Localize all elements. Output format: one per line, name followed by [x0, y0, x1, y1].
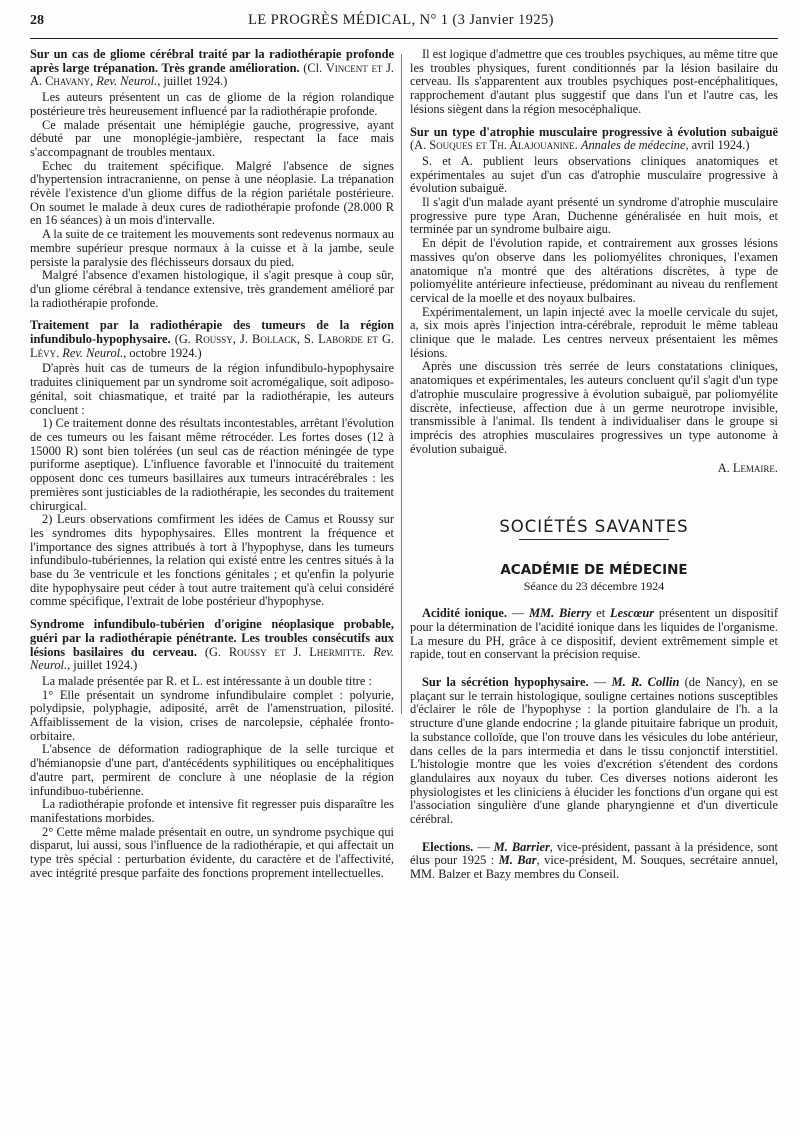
paragraph: D'après huit cas de tumeurs de la région infundibulo-hypophysaire traduites cliniquement par un syndrome soit acromégalique, soit adiposo-génital, soit chiasmatique, et traité par la radiothérapie, les auteurs concluent : [30, 361, 394, 417]
paragraph: La radiothérapie profonde et intensive fit regresser puis disparaître les manifestations morbides. [30, 797, 394, 825]
column-divider [401, 54, 402, 714]
paragraph: Echec du traitement spécifique. Malgré l'absence de signes d'hypertension intracranienne, on pense à une néoplasie. La trépanation révèle l'existence d'un gliome diffus de la région pariétale postérieure. On soumet le malade à deux cures de radiothérapie profonde (28.000 R en 16 séances) à un mois d'intervalle. [30, 158, 394, 228]
academy-title: ACADÉMIE DE MÉDECINE [500, 561, 688, 578]
paragraph: S. et A. publient leurs observations cliniques anatomiques et expérimentales au sujet d'un cas d'atrophie musculaire progressive à évolution subaiguë. [410, 153, 778, 196]
paragraph: 1) Ce traitement donne des résultats incontestables, arrêtant l'évolution de ces tumeurs ou les faisant même rétrocéder. Les fortes doses (12 à 15000 R) sont bien tolérées (un seul cas de réaction méningée de type puriforme aseptique). L'influence favorable et l'innocuité du traitement opposent donc ces tumeurs basillaires aux tumeurs intracérébrales : les premières sont justiciables de la radiothérapie, les secondes du traitement chirurgical. [30, 416, 394, 513]
review-authors: Souques et Th. Alajouanine [429, 138, 575, 153]
right-column [410, 48, 778, 1110]
signature: A. Lemaire. [717, 461, 778, 476]
paragraph: 2) Leurs observations comfirment les idées de Camus et Roussy sur les syndromes dits hypophysaires. Elles montrent la fréquence et l'importance des signes attribués à tort à l'hypophyse, dans les tumeurs infundibulo-tubériennes, la relation qui existé entre les centres situés à la base du 3e ventricule et les fonctions génitales ; et qu'enfin la polyurie dite hypophysaire peut céder à tout autre traitement qu'à celui considéré comme spécifique, l'extrait de lobe postérieur d'hypophyse. [30, 512, 394, 609]
paragraph-continued: Il est logique d'admettre que ces troubles psychiques, au même titre que les troubles physiques, furent conditionnés par la lésion basilaire du cerveau. Ils s'apparentent aux troubles psychiques post-encéphalitiques, rapprochement d'autant plus suggestif que dans l'un et l'autre cas, les lésions siègent dans la région mesocéphalique. [410, 48, 778, 116]
paragraph: A la suite de ce traitement les mouvements sont redevenus normaux au membre supérieur presque normaux à la cuisse et à la jambe, seule persiste la paralysie des fléchisseurs dorsaux du pied. [30, 227, 394, 269]
review-title: Traitement par la radiothérapie des tumeurs de la région infundibulo-hypophysaire. (G. Roussy, J. Bollack, S. Laborde et G. Lévy. Rev. Neurol., octobre 1924.) [30, 318, 394, 360]
review-syndrome-infundibulo [30, 618, 394, 880]
review-journal: Rev. Neurol. [62, 345, 124, 360]
page-header [30, 12, 778, 39]
session-date: Séance du 23 décembre 1924 [523, 578, 665, 593]
review-authors: Roussy et J. Lhermitte [228, 644, 363, 659]
review-authors: Vincent et J. A. Chavany [30, 60, 394, 89]
paragraph: En dépit de l'évolution rapide, et contrairement aux grosses lésions massives qu'on observe dans les poliomyélites chroniques, l'examen anatomique n'a montré que des altérations discrètes, à type de poliomyélite antérieure infectieuse, prédominant au niveau du renflement cervical de la moelle et des noyaux bulbaires. [410, 236, 778, 305]
review-authors: Roussy, J. Bollack, S. Laborde et G. Lévy [30, 332, 394, 360]
paragraph: Après une discussion très serrée de leurs constatations cliniques, anatomiques et expérimentales, les auteurs concluent qu'il s'agit d'un type d'atrophie musculaire progressive à évolution subaiguë, par poliomyélite discrète, infectieuse, affection due à un germe neurotrope invisible, transmissible à l'animal. Ils tendent à individualiser dans le groupe si imprécis des atrophies musculaires progressives un type autonome à évolution subaiguë. [410, 359, 778, 456]
review-journal: Rev. Neurol. [30, 644, 394, 673]
review-journal: Annales de médecine [580, 138, 686, 153]
review-atrophie [410, 126, 778, 477]
review-journal: Rev. Neurol. [96, 74, 158, 89]
review-title: Sur un cas de gliome cérébral traité par la radiothérapie profonde après large trépanation. Très grande amélioration. (Cl. Vincent et J. A. Chavany, Rev. Neurol., juillet 1924.) [30, 48, 394, 89]
review-title: Syndrome infundibulo-tubérien d'origine néoplasique probable, guéri par la radiothérapie pénétrante. Les troubles consécutifs aux lésions basilaires du cerveau. (G. Roussy et J. Lhermitte. Rev. Neurol., juillet 1924.) [30, 617, 394, 673]
communications-list [410, 607, 778, 882]
paragraph: 1° Elle présentait un syndrome infundibulaire complet : polyurie, polydipsie, polyphagie, adiposité, arrêt de l'amenstruation, pilosité. Affaiblissement de la vision, crises de narcolepsie, céphalée fronto-orbitaire. [30, 687, 394, 743]
communication-item: Elections. — M. Barrier, vice-président, passant à la présidence, sont élus pour 1925 : M. Bar, vice-président, M. Souques, secrétaire annuel, MM. Balzer et Bazy membres du Conseil. [410, 839, 778, 882]
paragraph: La malade présentée par R. et L. est intéressante à un double titre : [42, 673, 372, 688]
paragraph: Expérimentalement, un lapin injecté avec la moelle cervicale du sujet, a, six mois après l'injection intra-cérébrale, reproduit le même tableau clinique que le malade. Les centres nerveux présentaient les mêmes lésions. [410, 304, 778, 360]
review-radiotherapie [30, 319, 394, 609]
review-gliome [30, 48, 394, 310]
section-title: SOCIÉTÉS SAVANTES [499, 517, 689, 537]
paragraph: Malgré l'absence d'examen histologique, il s'agit presque à coup sûr, d'un gliome cérébral à tendance extensive, très grandement amélioré par la radiothérapie profonde. [30, 268, 394, 310]
paragraph: Il s'agit d'un malade ayant présenté un syndrome d'atrophie musculaire progressive pure type Aran, Duchenne généralisée en huit mois, et terminée par un syndrome bulbaire aigu. [410, 195, 778, 237]
journal-title: LE PROGRÈS MÉDICAL, N° 1 (3 Janvier 1925) [248, 12, 554, 28]
paragraph: Ce malade présentait une hémiplégie gauche, progressive, ayant débuté par une monoplégie-jambière, respectant la face mais s'accompagnant de troubles mentaux. [30, 117, 394, 159]
communication-item: Acidité ionique. — MM. Bierry et Lescœur présentent un dispositif pour la détermination de l'acidité ionique dans les liquides de l'organisme. La mesure du PH, grâce à ce dispositif, devient extrêmement simple et rapide, tout en conservant la précision requise. [410, 606, 778, 662]
paragraph: 2° Cette même malade présentait en outre, un syndrome psychique qui disparut, lui aussi, sous l'influence de la radiothérapie, et qui affectait un type très spécial : perturbation évidente, du caractère et de l'affectivité, avec intégrité presque parfaite des fonctions proprement intellectuelles. [30, 824, 394, 880]
paragraph: Les auteurs présentent un cas de gliome de la région rolandique postérieure très heureusement influencé par la radiothérapie profonde. [30, 90, 394, 118]
review-title: Sur un type d'atrophie musculaire progressive à évolution subaiguë (A. Souques et Th. Alajouanine. Annales de médecine, avril 1924.) [410, 124, 778, 153]
page-number: 28 [30, 13, 44, 28]
section-underline [519, 539, 669, 540]
paragraph: L'absence de déformation radiographique de la selle turcique et d'hémianopsie d'une part, d'antécédents syphilitiques ou encéphalitiques d'autre part, permirent de conclure à une néoplasie de la région infundibuo-tubérienne. [30, 742, 394, 798]
communication-item: Sur la sécrétion hypophysaire. — M. R. Collin (de Nancy), en se plaçant sur le terrain histologique, souligne certaines notions susceptibles d'éclairer le rôle de l'hypophyse : la portion glandulaire de l'h. a la structure d'une glande endocrine ; la glande pituitaire fabrique un produit, la substance colloïde, que l'on trouve dans les vésicules du lobe antérieur, dans celles de la pars intermedia et dans le tissu conjonctif interstitiel. L'histologie montre que les voies d'excrétion s'étendent des cordons glandulaires aux noyaux du tuber. Ces diverses notions aideront les physiologistes et les cliniciens à élucider les fonctions d'un organe qui est l'association singulière d'une glande pharyngienne et d'un diverticule cérébral. [410, 675, 778, 827]
left-column [30, 48, 394, 1110]
